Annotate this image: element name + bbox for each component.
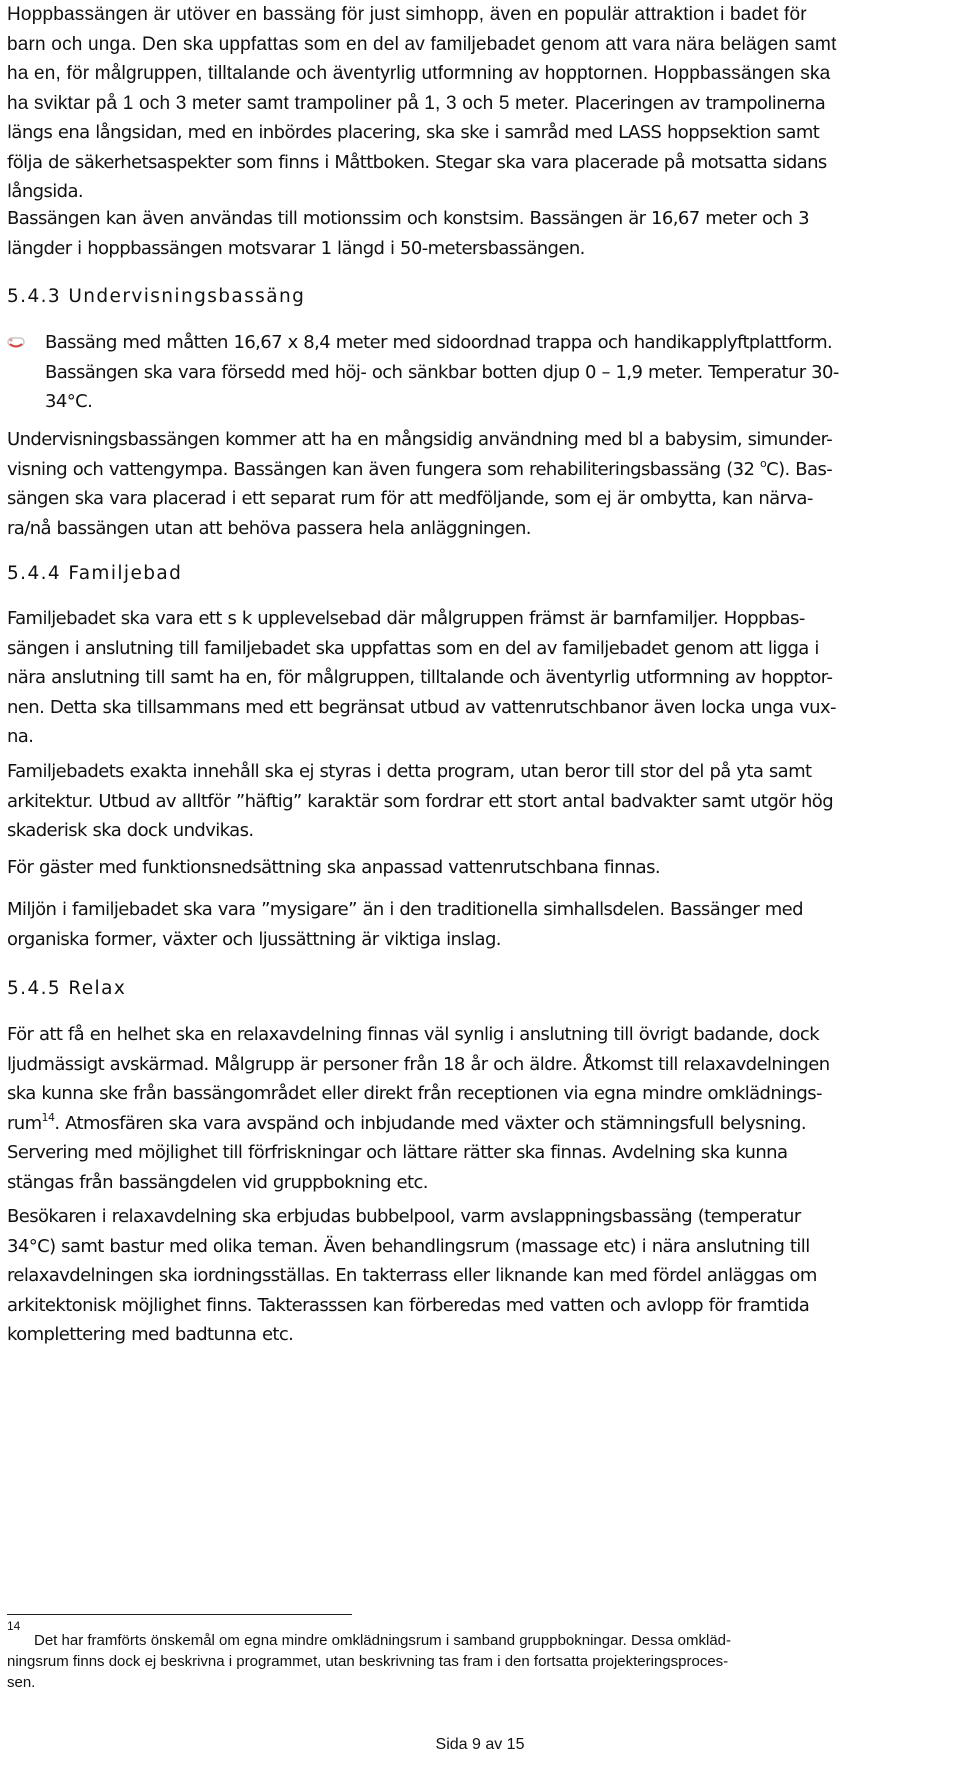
text-line: sen.: [7, 1674, 36, 1691]
text-line: långsida.: [7, 181, 84, 203]
text-line: komplettering med badtunna etc.: [7, 1324, 294, 1346]
text-line: barn och unga. Den ska uppfattas som en del av familjebadet genom att vara nära belägen samt: [7, 33, 837, 55]
text-line: Bassäng med måtten 16,67 x 8,4 meter med sidoordnad trappa och handikapplyftplattform.: [45, 332, 833, 353]
text-line: relaxavdelningen ska iordningsställas. En takterrass eller liknande kan med fördel anläggas om: [7, 1265, 817, 1287]
text-line-mixed: [7, 1109, 830, 1139]
footnote-divider: [7, 1614, 352, 1615]
text-line: stängas från bassängdelen vid gruppbokning etc.: [7, 1171, 428, 1193]
text-line: Undervisningsbassängen kommer att ha en mångsidig användning med bl a babysim, simunder-: [7, 429, 833, 450]
text-line: arkitektur. Utbud av alltför ”häftig” karaktär som fordrar ett stort antal badvakter samt utgör hög: [7, 790, 834, 812]
footnote: [7, 1630, 731, 1693]
text-line: Familjebadet ska vara ett s k upplevelsebad där målgruppen främst är barnfamiljer. Hoppbas-: [7, 608, 805, 629]
paragraph: [7, 853, 660, 883]
text-line: ljudmässigt avskärmad. Målgrupp är personer från 18 år och äldre. Åtkomst till relaxavdelningen: [7, 1053, 830, 1075]
text-line: följa de säkerhetsaspekter som finns i Måttboken. Stegar ska vara placerade på motsatta sidans: [7, 151, 827, 173]
text-line: skaderisk ska dock undvikas.: [7, 820, 254, 842]
text-line: Miljön i familjebadet ska vara ”mysigare” än i den traditionella simhallsdelen. Bassänger med: [7, 899, 803, 920]
bullet-item: [45, 328, 839, 417]
text-fragment: C). Bas-: [766, 458, 833, 480]
text-fragment: . Atmosfären ska vara avspänd och inbjudande med växter och stämningsfull belysning.: [54, 1112, 806, 1134]
text-line: nen. Detta ska tillsammans med ett begränsat utbud av vattenrutschbanor även locka unga vux-: [7, 696, 836, 718]
text-fragment: rum: [7, 1112, 42, 1134]
text-line: nära anslutning till samt ha en, för målgruppen, tilltalande och äventyrlig utformning av hopptor-: [7, 667, 833, 689]
text-line: sängen ska vara placerad i ett separat rum för att medföljande, som ej är ombytta, kan närva-: [7, 488, 813, 510]
page-number: Sida 9 av 15: [435, 1736, 525, 1753]
text-line: längs ena långsidan, med en inbördes placering, ska ske i samråd med LASS hoppsektion samt: [7, 122, 820, 144]
text-line: För att få en helhet ska en relaxavdelning finnas väl synlig i anslutning till övrigt badande, dock: [7, 1024, 820, 1045]
text-line: längder i hoppbassängen motsvarar 1 längd i 50-metersbassängen.: [7, 237, 585, 259]
text-line: ska kunna ske från bassängområdet eller direkt från receptionen via egna mindre omklädnings-: [7, 1083, 822, 1105]
paragraph: [7, 1202, 817, 1350]
text-fragment: ha sviktar på 1 och 3 meter samt trampoliner på 1, 3 och 5 meter.: [7, 92, 570, 114]
section-heading: 5.4.5 Relax: [7, 978, 127, 999]
text-line-mixed: [7, 89, 837, 119]
text-line: 34°C) samt bastur med olika teman. Även behandlingsrum (massage etc) i nära anslutning till: [7, 1235, 810, 1257]
superscript: o: [759, 456, 767, 470]
text-line: Bassängen kan även användas till motionssim och konstsim. Bassängen är 16,67 meter och 3: [7, 208, 809, 229]
text-fragment: visning och vattengympa. Bassängen kan även fungera som rehabiliteringsbassäng (32: [7, 458, 760, 480]
paragraph: [7, 425, 832, 543]
paragraph: [7, 604, 836, 752]
section-heading: 5.4.4 Familjebad: [7, 563, 183, 584]
text-line: Hoppbassängen är utöver en bassäng för just simhopp, även en populär attraktion i badet för: [7, 4, 807, 25]
section-heading: 5.4.3 Undervisningsbassäng: [7, 286, 306, 307]
text-line: ningsrum finns dock ej beskrivna i programmet, utan beskrivning tas fram i den fortsatta projekteringsproces-: [7, 1653, 729, 1670]
text-line: sängen i anslutning till familjebadet ska uppfattas som en del av familjebadet genom att ligga i: [7, 637, 819, 659]
text-line: organiska former, växter och ljussättning är viktiga inslag.: [7, 928, 501, 950]
text-line: För gäster med funktionsnedsättning ska anpassad vattenrutschbana finnas.: [7, 857, 661, 878]
text-fragment: Placeringen av trampolinerna: [569, 92, 826, 114]
text-line: Familjebadets exakta innehåll ska ej styras i detta program, utan beror till stor del på yta samt: [7, 761, 812, 782]
text-line: Servering med möjlighet till förfriskningar och lättare rätter ska finnas. Avdelning ska kunna: [7, 1142, 788, 1164]
text-line: ha en, för målgruppen, tilltalande och äventyrlig utformning av hopptornen. Hoppbassängen ska: [7, 63, 831, 84]
text-line: na.: [7, 726, 34, 748]
rounded-bullet-icon: [7, 336, 25, 348]
intro-paragraph: [7, 0, 837, 207]
text-line-mixed: [7, 455, 832, 485]
footnote-number: 14: [7, 1619, 21, 1633]
paragraph: [7, 1020, 830, 1198]
text-line: 34°C.: [45, 391, 93, 413]
paragraph: [7, 757, 833, 846]
footnote-reference[interactable]: 14: [41, 1110, 55, 1124]
text-line: arkitektonisk möjlighet finns. Takterasssen kan förberedas med vatten och avlopp för framtida: [7, 1294, 810, 1316]
text-line: Besökaren i relaxavdelning ska erbjudas bubbelpool, varm avslappningsbassäng (temperatur: [7, 1206, 801, 1227]
paragraph: [7, 204, 809, 263]
text-line: ra/nå bassängen utan att behöva passera hela anläggningen.: [7, 517, 531, 539]
paragraph: [7, 895, 803, 954]
text-line: Det har framförts önskemål om egna mindre omklädningsrum i samband gruppbokningar. Dessa omkläd-: [34, 1632, 731, 1649]
text-line: Bassängen ska vara försedd med höj- och sänkbar botten djup 0 – 1,9 meter. Temperatur 30-: [45, 361, 839, 383]
